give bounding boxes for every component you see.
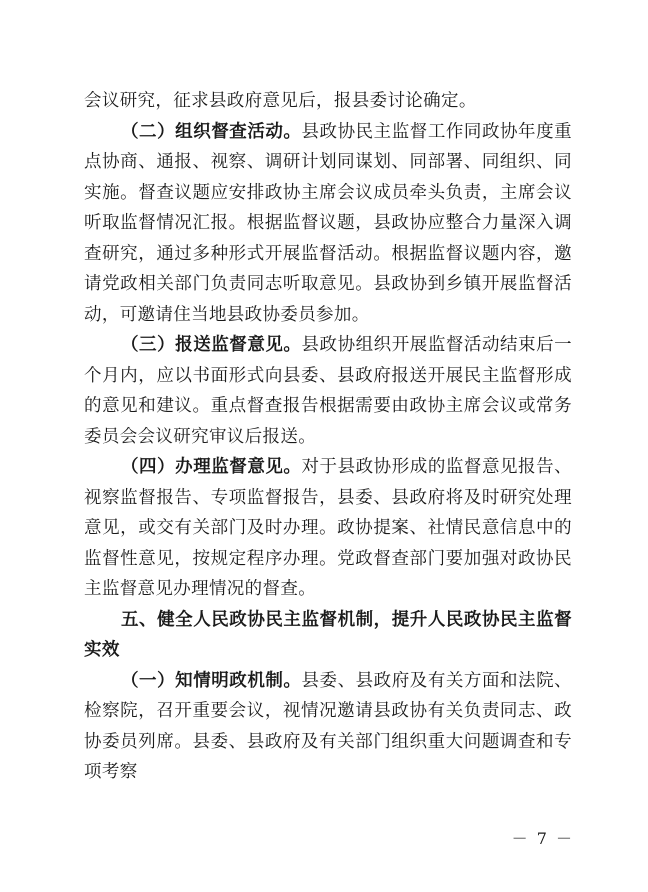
paragraph-keyword: （四）办理监督意见。 bbox=[121, 457, 302, 477]
paragraph-keyword: （三）报送监督意见。 bbox=[121, 335, 302, 355]
paragraph-organize-supervision bbox=[84, 117, 572, 331]
paragraph-text: 对于县政协形成的监督意见报告、视察监督报告、专项监督报告，县委、县政府将及时研究处理意见，或交有关部门及时办理。政协提案、社情民意信息中的监督性意见，按规定程序办理。党政督查部门要加强对政协民主监督意见办理情况的督查。 bbox=[84, 457, 573, 599]
paragraph-report-opinions bbox=[84, 330, 572, 452]
page-number: － 7 － bbox=[511, 829, 574, 848]
paragraph-keyword: （一）知情明政机制。 bbox=[121, 670, 302, 691]
paragraph-text: 县政协组织开展监督活动结束后一个月内，应以书面形式向县委、县政府报送开展民主监督形成的意见和建议。重点督查报告根据需要由政协主席会议或常务委员会会议研究审议后报送。 bbox=[84, 335, 573, 447]
paragraph-text: 会议研究，征求县政府意见后，报县委讨论确定。 bbox=[84, 91, 477, 111]
paragraph-text: 县政协民主监督工作同政协年度重点协商、通报、视察、调研计划同谋划、同部署、同组织、同实施。督查议题应安排政协主席会议成员牵头负责，主席会议听取监督情况汇报。根据监督议题，县政协应整合力量深入调查研究，通过多种形式开展监督活动。根据监督议题内容，邀请党政相关部门负责同志听取意见。县政协到乡镇开展监督活动，可邀请住当地县政协委员参加。 bbox=[84, 121, 573, 325]
paragraph-continued bbox=[84, 86, 572, 117]
paragraph-handle-opinions bbox=[84, 452, 572, 605]
paragraph-keyword: （二）组织督查活动。 bbox=[121, 121, 302, 142]
paragraph-information-mechanism bbox=[84, 666, 572, 788]
document-page bbox=[84, 86, 572, 788]
paragraph-text: 县委、县政府及有关方面和法院、检察院，召开重要会议，视情况邀请县政协有关负责同志、政协委员列席。县委、县政府及有关部门组织重大问题调查和专项考察 bbox=[84, 670, 573, 782]
section-heading: 五、健全人民政协民主监督机制，提升人民政协民主监督实效 bbox=[84, 609, 572, 660]
